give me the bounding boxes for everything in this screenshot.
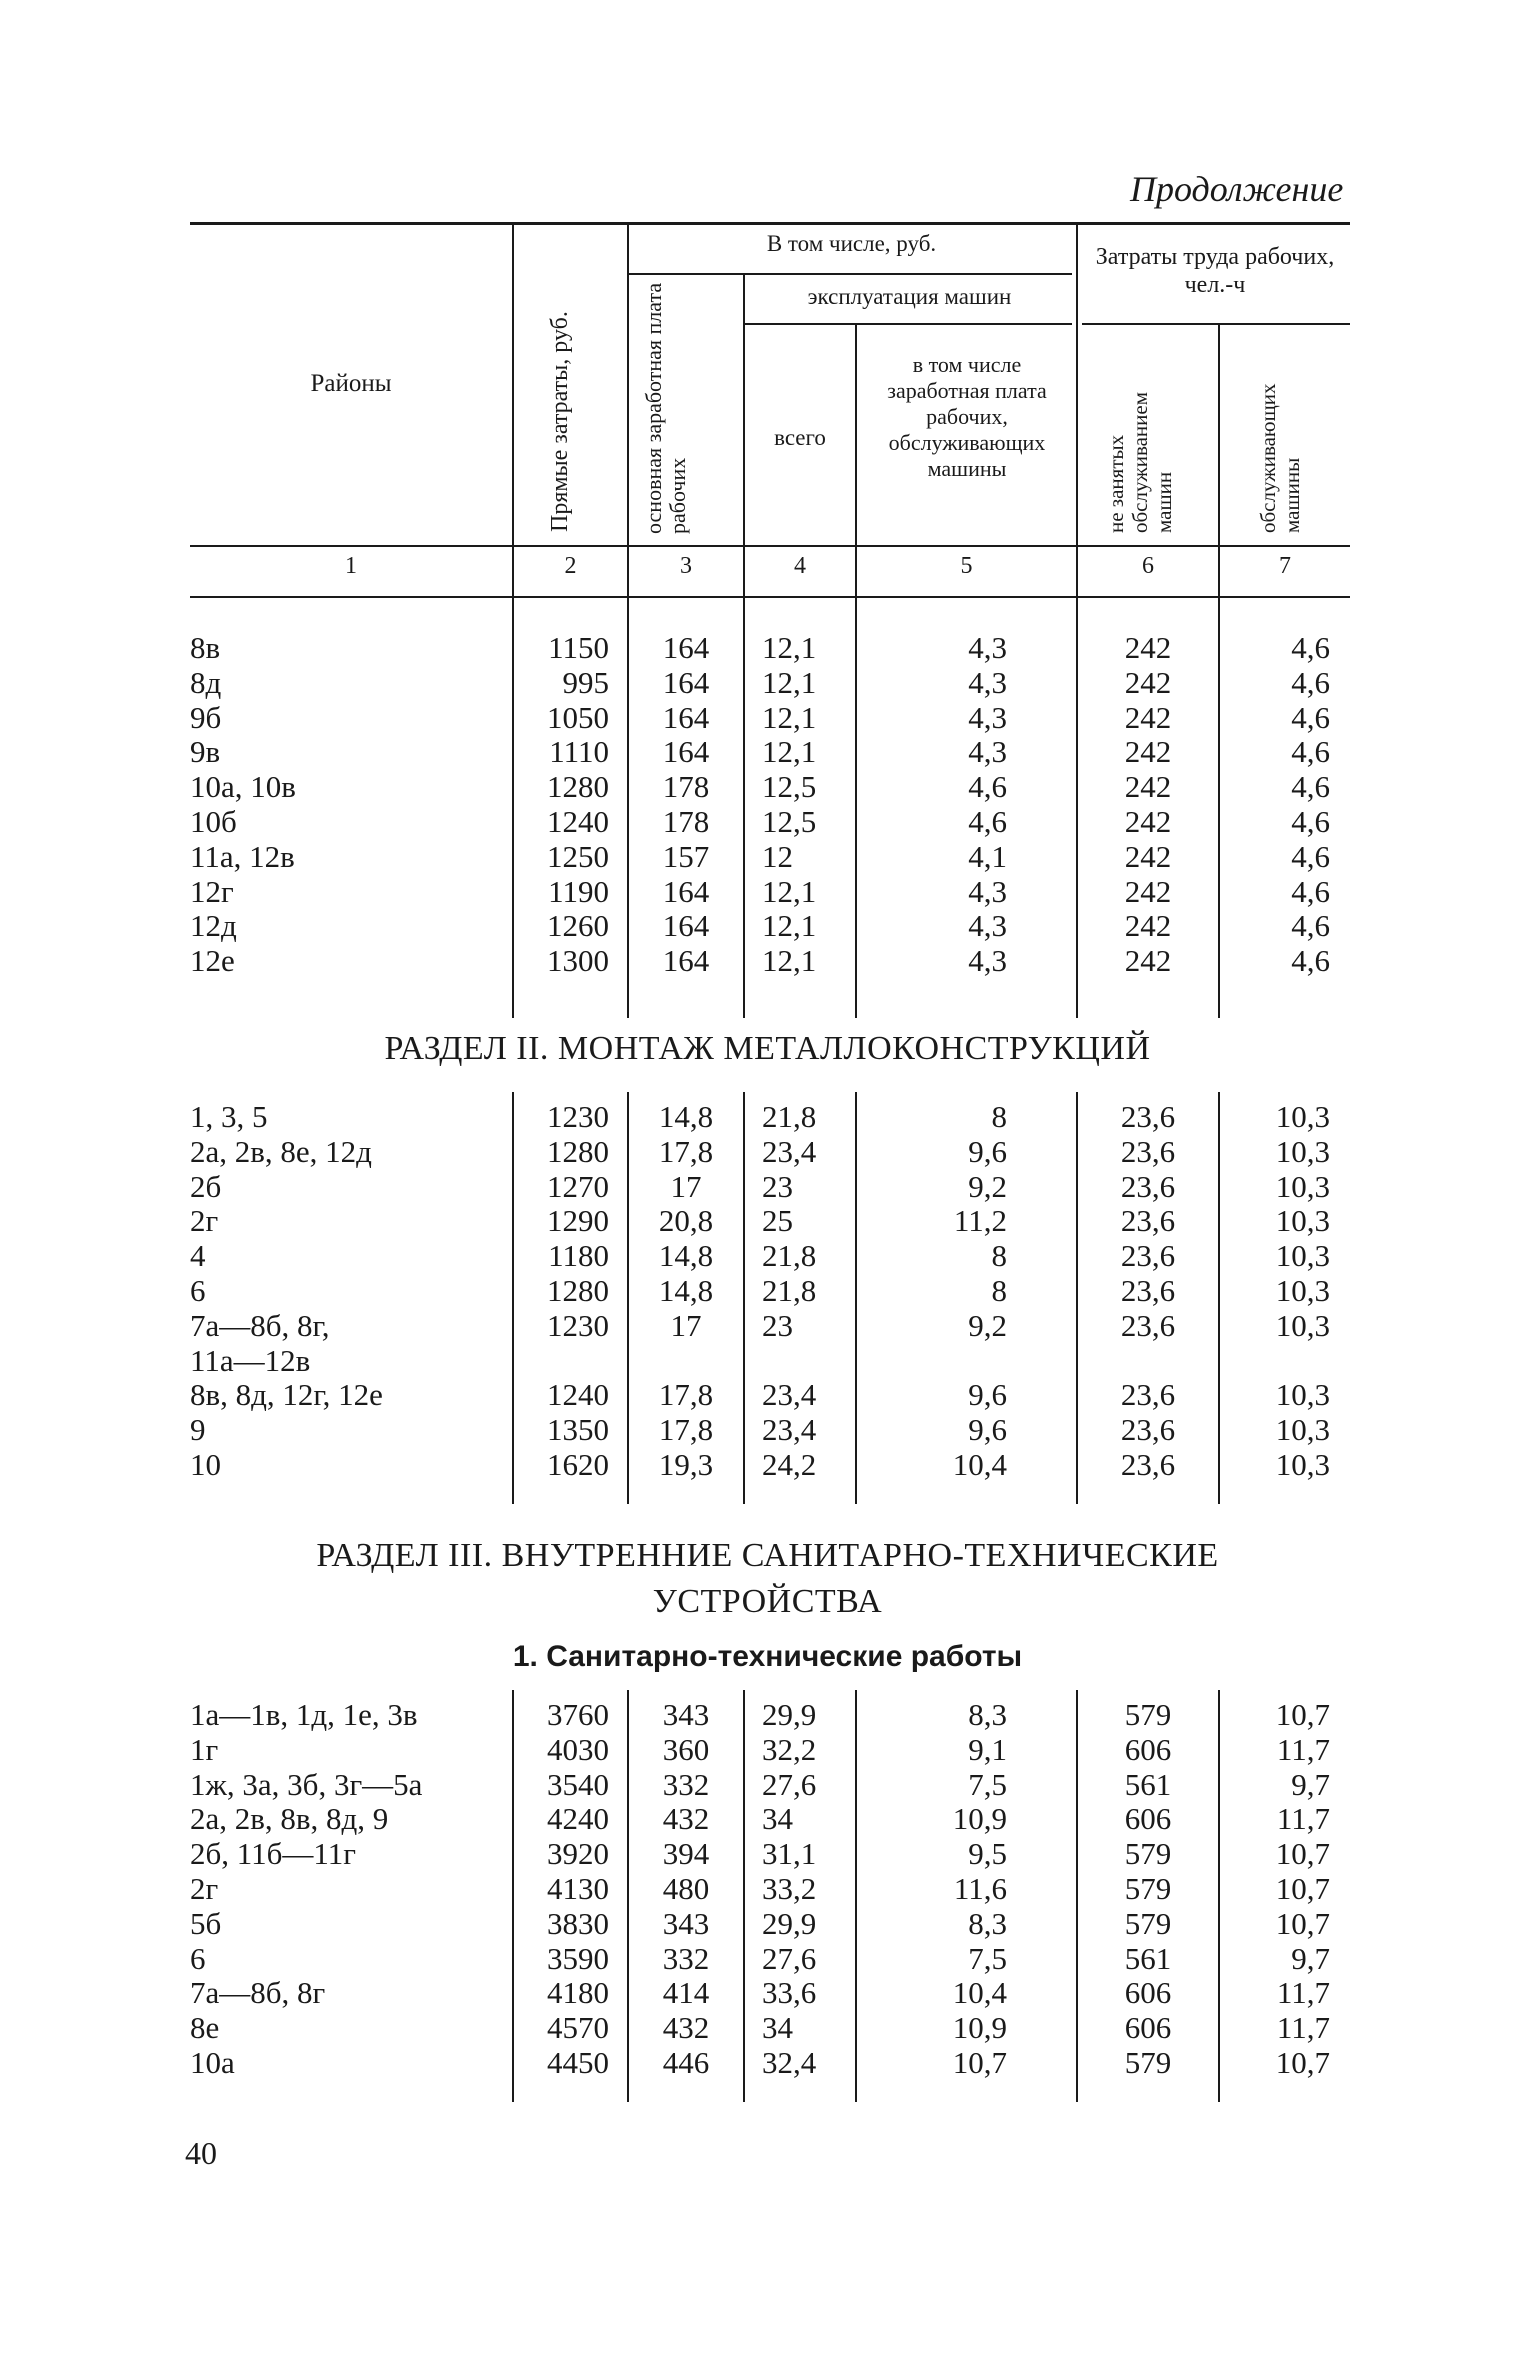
table-cell: 242	[1124, 699, 1172, 735]
header-labor-costs: Затраты труда рабочих, чел.-ч	[1095, 244, 1335, 298]
table-row: 9б	[190, 699, 222, 735]
table-cell: 3830	[547, 1905, 609, 1941]
table-cell: 17,8	[658, 1412, 714, 1448]
header-machine-operation: эксплуатация машин	[807, 284, 1012, 309]
table-cell: 32,4	[762, 2045, 817, 2080]
table-cell: 9,2	[968, 1168, 1007, 1204]
table-cell: 4,6	[1291, 769, 1330, 805]
table-cell: 1250	[547, 838, 609, 874]
table-cell: 3540	[547, 1766, 609, 1802]
table-row: 8е	[190, 2010, 220, 2046]
table-cell: 9,6	[968, 1133, 1007, 1169]
table-cell: 4,6	[1291, 873, 1330, 909]
table-cell: 164	[662, 908, 710, 944]
b3-vline-3	[743, 1690, 745, 2102]
table-cell: 9,7	[1291, 1766, 1330, 1802]
table-cell: 606	[1124, 2010, 1172, 2046]
table-cell: 10,3	[1275, 1238, 1330, 1274]
table-cell: 3590	[547, 1940, 609, 1976]
table-cell: 242	[1124, 630, 1172, 665]
table-cell: 34	[762, 2010, 793, 2046]
table-cell: 17	[670, 1168, 702, 1204]
table-cell: 8	[991, 1273, 1007, 1308]
header-including: В том числе, руб.	[766, 231, 937, 256]
table-cell: 178	[662, 769, 710, 805]
table-cell: 12,1	[762, 873, 817, 909]
table-cell: 9,7	[1291, 1940, 1330, 1976]
table-cell: 4,6	[1291, 943, 1330, 979]
table-row: 5б	[190, 1905, 222, 1941]
table-cell: 12,1	[762, 699, 817, 735]
table-cell: 4,3	[968, 943, 1007, 979]
table-cell: 10,9	[952, 1801, 1007, 1837]
table-cell: 164	[662, 734, 710, 770]
table-row: 12д	[190, 908, 237, 944]
table-cell: 33,2	[762, 1871, 817, 1906]
table-cell: 25	[762, 1203, 793, 1239]
table-row: 2а, 2в, 8е, 12д	[190, 1133, 372, 1169]
table-cell: 24,2	[762, 1447, 817, 1482]
hdr-vline-2	[627, 222, 629, 598]
header-direct-costs: Прямые затраты, руб.	[547, 311, 573, 532]
table-cell: 1280	[547, 769, 609, 805]
table-cell: 31,1	[762, 1836, 817, 1872]
table-cell: 446	[662, 2045, 710, 2080]
table-cell: 1240	[547, 1377, 609, 1413]
table-cell: 29,9	[762, 1697, 817, 1732]
table-cell: 12,1	[762, 664, 817, 700]
table-row: 12е	[190, 943, 235, 979]
section2-districts	[190, 1100, 383, 1483]
table-row: 6	[190, 1940, 206, 1976]
section3-districts	[190, 1698, 422, 2081]
col-number-5: 5	[960, 553, 973, 579]
table-cell: 1280	[547, 1133, 609, 1169]
table-cell: 10,3	[1275, 1168, 1330, 1204]
b2-vline-3	[743, 1092, 745, 1504]
table-cell: 1350	[547, 1412, 609, 1448]
col-number-2: 2	[564, 553, 577, 579]
table-cell: 21,8	[762, 1099, 817, 1134]
table-cell: 606	[1124, 1801, 1172, 1837]
table-cell: 20,8	[658, 1203, 714, 1239]
table-cell: 178	[662, 804, 710, 839]
table-cell: 1240	[547, 804, 609, 839]
table-cell: 23,6	[1120, 1168, 1176, 1204]
table-cell: 10,9	[952, 2010, 1007, 2046]
header-not-operating: не занятых обслуживанием машин	[1104, 391, 1176, 533]
table-cell: 4,6	[968, 769, 1007, 805]
table-cell: 1290	[547, 1203, 609, 1239]
table-cell: 10,3	[1275, 1307, 1330, 1343]
table-cell: 242	[1124, 769, 1172, 805]
table-row: 2а, 2в, 8в, 8д, 9	[190, 1801, 389, 1837]
table-cell: 561	[1124, 1940, 1172, 1976]
page-number: 40	[185, 2135, 217, 2171]
table-cell: 4,6	[1291, 699, 1330, 735]
table-cell: 10,4	[952, 1447, 1007, 1482]
table-cell: 7,5	[968, 1766, 1007, 1802]
table-cell: 4,1	[968, 838, 1007, 874]
table-cell: 579	[1124, 2045, 1172, 2080]
table-cell: 606	[1124, 1975, 1172, 2011]
table-cell: 29,9	[762, 1905, 817, 1941]
table-row: 1, 3, 5	[190, 1099, 268, 1134]
table-cell: 343	[662, 1697, 710, 1732]
block1-districts	[190, 631, 296, 979]
table-cell: 1300	[547, 943, 609, 979]
table-row: 7а—8б, 8г	[190, 1975, 326, 2011]
col-number-1: 1	[345, 553, 357, 579]
table-cell: 242	[1124, 804, 1172, 839]
table-cell: 242	[1124, 664, 1172, 700]
table-row: 2г	[190, 1203, 219, 1239]
table-cell: 10,3	[1275, 1099, 1330, 1134]
table-cell: 12,5	[762, 769, 817, 805]
table-cell: 10,7	[952, 2045, 1007, 2080]
table-cell: 606	[1124, 1731, 1172, 1767]
table-cell: 9,6	[968, 1377, 1007, 1413]
table-cell: 11,7	[1276, 2010, 1330, 2046]
table-cell: 1150	[548, 630, 609, 665]
table-cell: 332	[662, 1766, 710, 1802]
table-row: 11а—12в	[190, 1342, 311, 1378]
table-cell: 4130	[547, 1871, 609, 1906]
table-row: 1ж, 3а, 3б, 3г—5а	[190, 1766, 423, 1802]
table-cell: 23,4	[762, 1377, 817, 1413]
table-cell: 995	[562, 664, 609, 700]
table-cell: 242	[1124, 873, 1172, 909]
table-cell: 4,6	[968, 804, 1007, 839]
table-cell: 4,6	[1291, 664, 1330, 700]
section2-title: РАЗДЕЛ II. МОНТАЖ МЕТАЛЛОКОНСТРУКЦИЙ	[384, 1030, 1151, 1067]
table-cell: 242	[1124, 734, 1172, 770]
table-cell: 164	[662, 630, 710, 665]
table-row: 10б	[190, 803, 237, 839]
table-cell: 4,3	[968, 699, 1007, 735]
table-cell: 9,1	[968, 1731, 1007, 1767]
table-cell: 10,3	[1275, 1273, 1330, 1308]
table-cell: 11,2	[953, 1203, 1007, 1239]
table-cell: 10,3	[1275, 1447, 1330, 1482]
header-wages: основная заработная плата рабочих	[641, 282, 690, 534]
table-row: 11а, 12в	[190, 838, 295, 874]
table-cell: 1280	[547, 1273, 609, 1308]
table-cell: 579	[1124, 1905, 1172, 1941]
table-cell: 27,6	[762, 1766, 817, 1802]
table-row: 10а, 10в	[190, 769, 296, 805]
table-cell: 360	[662, 1731, 710, 1767]
header-bottom-rule	[190, 545, 1350, 547]
colnum-rule	[190, 596, 1350, 598]
table-cell: 579	[1124, 1871, 1172, 1906]
table-cell: 12	[762, 838, 793, 874]
col-number-3: 3	[680, 553, 692, 579]
table-row: 10а	[190, 2044, 235, 2080]
table-cell: 4,6	[1291, 838, 1330, 874]
table-cell: 14,8	[658, 1238, 714, 1274]
table-cell: 579	[1124, 1836, 1172, 1872]
table-cell: 164	[662, 664, 710, 700]
table-cell: 432	[662, 1801, 710, 1837]
table-cell: 14,8	[658, 1099, 714, 1134]
table-cell: 7,5	[968, 1940, 1007, 1976]
table-cell: 432	[662, 2010, 710, 2046]
table-row: 1г	[190, 1731, 219, 1767]
table-cell: 23,4	[762, 1133, 817, 1169]
table-cell: 23,6	[1120, 1447, 1176, 1482]
table-cell: 4,6	[1291, 804, 1330, 839]
continuation-label: Продолжение	[1130, 169, 1344, 209]
table-cell: 11,7	[1276, 1801, 1330, 1837]
header-operating: обслуживающих машины	[1256, 383, 1304, 533]
table-cell: 23,6	[1120, 1307, 1176, 1343]
table-cell: 14,8	[658, 1273, 714, 1308]
table-cell: 4,6	[1291, 908, 1330, 944]
table-row: 2г	[190, 1870, 219, 1906]
table-cell: 17,8	[658, 1133, 714, 1169]
section3-subtitle: 1. Санитарно-технические работы	[512, 1640, 1023, 1673]
table-cell: 164	[662, 873, 710, 909]
table-cell: 4030	[547, 1731, 609, 1767]
header-districts: Районы	[310, 370, 392, 397]
table-row: 12г	[190, 873, 234, 909]
table-cell: 34	[762, 1801, 793, 1837]
table-cell: 10,7	[1275, 1871, 1330, 1906]
table-cell: 21,8	[762, 1273, 817, 1308]
table-cell: 33,6	[762, 1975, 817, 2011]
table-cell: 414	[662, 1975, 710, 2011]
table-cell: 21,8	[762, 1238, 817, 1274]
table-cell: 4,6	[1291, 630, 1330, 665]
table-cell: 11,7	[1276, 1975, 1330, 2011]
table-cell: 8,3	[968, 1905, 1007, 1941]
table-cell: 10,7	[1275, 1697, 1330, 1732]
table-cell: 1190	[548, 873, 609, 909]
table-cell: 12,5	[762, 804, 817, 839]
table-cell: 4450	[547, 2045, 609, 2080]
subheader-rule-2	[743, 323, 1072, 325]
table-cell: 1260	[547, 908, 609, 944]
hdr-vline-5	[1076, 222, 1078, 598]
table-cell: 1110	[549, 734, 609, 770]
table-cell: 1180	[548, 1238, 609, 1274]
table-cell: 4180	[547, 1975, 609, 2011]
table-cell: 12,1	[762, 734, 817, 770]
table-cell: 11,6	[953, 1871, 1007, 1906]
table-row: 4	[190, 1238, 206, 1274]
table-cell: 242	[1124, 943, 1172, 979]
table-cell: 23	[762, 1168, 793, 1204]
table-cell: 10,7	[1275, 1905, 1330, 1941]
table-cell: 4,3	[968, 734, 1007, 770]
table-row: 8в, 8д, 12г, 12е	[190, 1377, 383, 1413]
table-cell: 3760	[547, 1697, 609, 1732]
table-cell: 164	[662, 943, 710, 979]
table-row: 10	[190, 1446, 221, 1482]
table-cell: 9,5	[968, 1836, 1007, 1872]
table-cell: 11,7	[1276, 1731, 1330, 1767]
table-cell: 561	[1124, 1766, 1172, 1802]
hdr-vline-1	[512, 222, 514, 598]
table-cell: 4,3	[968, 664, 1007, 700]
table-cell: 23,6	[1120, 1203, 1176, 1239]
table-cell: 23	[762, 1307, 793, 1343]
table-cell: 579	[1124, 1697, 1172, 1732]
table-cell: 17	[670, 1307, 702, 1343]
header-top-rule	[190, 222, 1350, 225]
table-cell: 1270	[547, 1168, 609, 1204]
table-cell: 343	[662, 1905, 710, 1941]
table-row: 2б, 11б—11г	[190, 1836, 356, 1872]
table-cell: 10,7	[1275, 1836, 1330, 1872]
table-cell: 394	[662, 1836, 710, 1872]
table-cell: 4,6	[1291, 734, 1330, 770]
table-cell: 32,2	[762, 1731, 817, 1767]
table-row: 9	[190, 1412, 206, 1448]
table-cell: 1620	[547, 1447, 609, 1482]
section3-title-line1: РАЗДЕЛ III. ВНУТРЕННИЕ САНИТАРНО-ТЕХНИЧЕСКИЕ	[316, 1537, 1219, 1574]
table-cell: 332	[662, 1940, 710, 1976]
table-cell: 8	[991, 1099, 1007, 1134]
table-row: 9в	[190, 734, 221, 770]
table-cell: 4570	[547, 2010, 609, 2046]
table-cell: 23,6	[1120, 1238, 1176, 1274]
table-cell: 12,1	[762, 630, 817, 665]
table-cell: 23,6	[1120, 1377, 1176, 1413]
table-cell: 19,3	[658, 1447, 714, 1482]
table-cell: 23,4	[762, 1412, 817, 1448]
table-row: 8д	[190, 664, 222, 700]
table-cell: 23,6	[1120, 1133, 1176, 1169]
table-row: 6	[190, 1272, 206, 1308]
table-cell: 1230	[547, 1099, 609, 1134]
table-cell: 23,6	[1120, 1273, 1176, 1308]
table-cell: 10,3	[1275, 1377, 1330, 1413]
table-cell: 4240	[547, 1801, 609, 1837]
col-number-4: 4	[794, 553, 806, 579]
table-cell: 10,7	[1275, 2045, 1330, 2080]
table-cell: 23,6	[1120, 1412, 1176, 1448]
table-cell: 157	[662, 838, 710, 874]
table-cell: 17,8	[658, 1377, 714, 1413]
table-row: 8в	[190, 630, 221, 665]
table-cell: 27,6	[762, 1940, 817, 1976]
col-number-7: 7	[1279, 553, 1291, 579]
subheader-rule-1	[627, 273, 1072, 275]
table-row: 1а—1в, 1д, 1е, 3в	[190, 1697, 418, 1732]
table-row: 7а—8б, 8г,	[190, 1307, 330, 1343]
table-cell: 4,3	[968, 873, 1007, 909]
table-cell: 10,3	[1275, 1412, 1330, 1448]
table-cell: 242	[1124, 838, 1172, 874]
table-cell: 9,6	[968, 1412, 1007, 1448]
table-cell: 10,3	[1275, 1133, 1330, 1169]
table-cell: 480	[662, 1871, 710, 1906]
table-cell: 1050	[547, 699, 609, 735]
table-cell: 9,2	[968, 1307, 1007, 1343]
col-number-6: 6	[1142, 553, 1154, 579]
header-incl-wages-operators: в том числе заработная плата рабочих, обслуживающих машины	[887, 352, 1047, 481]
table-cell: 10,4	[952, 1975, 1007, 2011]
table-row: 2б	[190, 1168, 222, 1204]
b1-vline-3	[743, 598, 745, 1018]
section3-title-line2: УСТРОЙСТВА	[652, 1583, 883, 1620]
table-cell: 4,3	[968, 630, 1007, 665]
subheader-rule-3	[1082, 323, 1350, 325]
table-cell: 242	[1124, 908, 1172, 944]
table-cell: 3920	[547, 1836, 609, 1872]
table-cell: 12,1	[762, 908, 817, 944]
header-total: всего	[774, 425, 826, 450]
table-cell: 1230	[547, 1307, 609, 1343]
table-cell: 10,3	[1275, 1203, 1330, 1239]
table-cell: 8	[991, 1238, 1007, 1274]
table-cell: 8,3	[968, 1697, 1007, 1732]
table-cell: 23,6	[1120, 1099, 1176, 1134]
table-cell: 12,1	[762, 943, 817, 979]
table-cell: 4,3	[968, 908, 1007, 944]
table-cell: 164	[662, 699, 710, 735]
